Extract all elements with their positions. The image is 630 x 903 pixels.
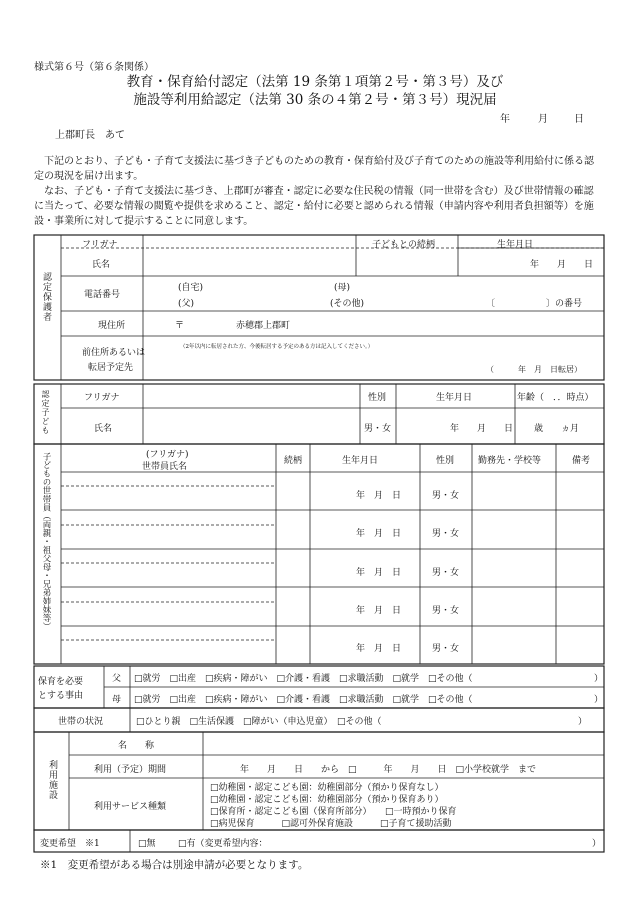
facility-type-option-4[interactable]: □病児保育 □認可外保育施設 □子育て援助活動 — [210, 819, 452, 829]
child-furigana-label: フリガナ — [84, 393, 120, 403]
facility-period-label: 利用（予定）期間 — [94, 765, 167, 775]
guardian-birthdate-label: 生年月日 — [497, 240, 534, 250]
household-status-options[interactable]: □ひとり親 □生活保護 □障がい（申込児童） □その他（ — [136, 717, 382, 727]
needs-label-1: 保育を必要 — [38, 677, 84, 687]
prev-address-label-1: 前住所あるいは — [82, 348, 146, 358]
needs-mother-options[interactable]: □就労 □出産 □疾病・障がい □介護・看護 □求職活動 □就学 □その他（ — [134, 695, 473, 705]
date-year: 年 — [500, 114, 510, 125]
child-gender: 男・女 — [364, 424, 392, 434]
phone-bracket-open: 〔 — [486, 299, 496, 309]
household-col-name: 世帯員氏名 — [142, 462, 188, 472]
facility-period-text[interactable]: 年 月 日 から □ 年 月 日 □小学校就学 まで — [240, 765, 537, 775]
change-no-checkbox[interactable]: □無 — [138, 839, 156, 849]
form-number: 様式第６号（第６条関係） — [34, 62, 154, 73]
household-row-gender: 男・女 — [432, 568, 460, 578]
intro-paragraph-1: 下記のとおり、子ども・子育て支援法に基づき子どものための教育・保育給付及び子育てのための施設等利用給付に係る認定の現況を届け出ます。 — [34, 156, 594, 182]
household-row-gender: 男・女 — [432, 491, 460, 501]
phone-mother-label: (母) — [334, 283, 351, 293]
household-status-close: ） — [578, 717, 588, 727]
date-month: 月 — [538, 114, 548, 125]
household-row-birth: 年 月 日 — [356, 529, 402, 539]
child-birthdate-label: 生年月日 — [436, 393, 473, 403]
addressee: 上郡町長 あて — [55, 130, 125, 141]
facility-type-option-3[interactable]: □保育所・認定こども園（保育所部分） □一時預かり保育 — [210, 807, 457, 817]
child-gender-label: 性別 — [368, 393, 387, 403]
household-col-relation: 続柄 — [284, 456, 303, 466]
needs-mother-label: 母 — [112, 695, 122, 705]
household-col-work: 勤務先・学校等 — [478, 456, 542, 466]
prev-address-note: （2年以内に転居された方、今後転居する予定のある方は記入してください。） — [180, 344, 374, 350]
guardian-section-label: 認定保護者 — [41, 272, 51, 322]
child-birth-ymd: 年 月 日 — [450, 424, 514, 434]
household-status-label: 世帯の状況 — [58, 717, 104, 727]
move-date: （ 年 月 日転居） — [486, 365, 582, 374]
address-label: 現住所 — [98, 321, 126, 331]
guardian-phone-label: 電話番号 — [84, 290, 121, 300]
facility-type-label: 利用サービス種類 — [94, 802, 167, 812]
phone-other-label: (その他) — [330, 299, 365, 309]
guardian-birth-ymd: 年 月 日 — [530, 260, 594, 270]
needs-father-options[interactable]: □就労 □出産 □疾病・障がい □介護・看護 □求職活動 □就学 □その他（ — [134, 674, 473, 684]
date-day: 日 — [574, 114, 584, 125]
guardian-name-label: 氏名 — [92, 260, 111, 270]
household-col-birth: 生年月日 — [342, 456, 379, 466]
household-row-birth: 年 月 日 — [356, 568, 402, 578]
intro-paragraph-2: なお、子ども・子育て支援法に基づき、上郡町が審査・認定に必要な住民税の情報（同一世帯を含む）及び世帯情報の確認に当たって、必要な情報の閲覧や提供を求めること、認定・給付に必要と認められる情報（申請内容や利用者負担額等）を施設・事業所に対して提示することに同意します。 — [34, 186, 594, 227]
phone-father-label: (父) — [178, 299, 195, 309]
household-col-note: 備考 — [572, 456, 591, 466]
needs-father-close: ） — [594, 674, 604, 684]
household-row-gender: 男・女 — [432, 529, 460, 539]
change-close: ） — [592, 839, 602, 849]
household-row-birth: 年 月 日 — [356, 491, 402, 501]
child-age-label: 年齢（ ．．時点） — [517, 393, 594, 403]
needs-label-2: とする事由 — [38, 691, 84, 701]
phone-number-suffix: 〕の番号 — [546, 299, 583, 309]
facility-section-label: 利用施設 — [47, 760, 57, 800]
facility-name-label: 名 称 — [118, 741, 155, 751]
household-row-gender: 男・女 — [432, 644, 460, 654]
child-section-label: 認定子ども — [41, 390, 50, 435]
child-name-label: 氏名 — [94, 424, 113, 434]
form-title-line1: 教育・保育給付認定（法第 19 条第１項第２号・第３号）及び — [126, 74, 504, 90]
town-name: 赤穂郡上郡町 — [236, 321, 291, 331]
household-row-gender: 男・女 — [432, 606, 460, 616]
facility-type-option-2[interactable]: □幼稚園・認定こども園：幼稚園部分（預かり保育あり） — [210, 795, 444, 805]
household-row-birth: 年 月 日 — [356, 644, 402, 654]
household-row-birth: 年 月 日 — [356, 606, 402, 616]
change-yes-checkbox[interactable]: □有（変更希望内容： — [178, 839, 268, 849]
household-col-gender: 性別 — [436, 456, 455, 466]
child-age-value: 歳 ヵ月 — [534, 424, 580, 434]
footnote: ※1 変更希望がある場合は別途申請が必要となります。 — [40, 859, 309, 871]
needs-mother-close: ） — [594, 695, 604, 705]
phone-home-label: (自宅) — [178, 283, 204, 293]
guardian-furigana-label: フリガナ — [82, 240, 118, 250]
facility-type-option-1[interactable]: □幼稚園・認定こども園：幼稚園部分（預かり保育なし） — [210, 783, 444, 793]
form-title-line2: 施設等利用給認定（法第 30 条の４第２号・第３号）現況届 — [133, 92, 497, 108]
guardian-relation-label: 子どもとの続柄 — [372, 240, 436, 250]
change-request-label: 変更希望 ※1 — [40, 839, 100, 849]
prev-address-label-2: 転居予定先 — [88, 363, 134, 373]
needs-father-label: 父 — [112, 674, 122, 684]
household-section-label: 子どもの世帯員（両親・祖父母・兄弟姉妹等） — [41, 452, 51, 631]
postal-mark: 〒 — [175, 321, 185, 331]
household-col-furigana: (フリガナ) — [146, 450, 189, 460]
